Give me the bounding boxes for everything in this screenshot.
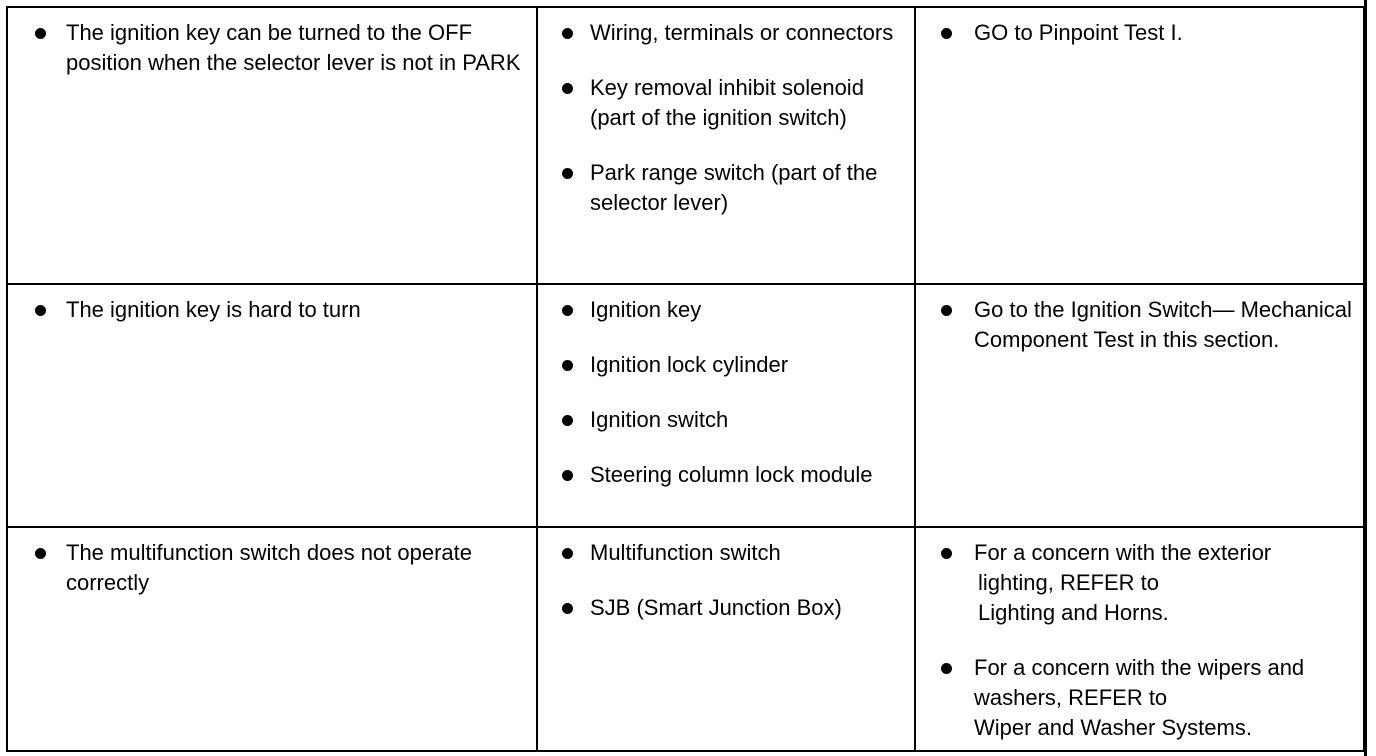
bullet-icon [562,360,573,371]
list-item [8,18,536,78]
bullet-icon [35,548,46,559]
bullet-icon [562,83,573,94]
bullet-icon [941,663,952,674]
list-item [916,653,1363,743]
action-link[interactable]: Wiper and Washer Systems. [974,715,1252,740]
source-text: Ignition lock cylinder [590,352,789,377]
bullet-icon [562,470,573,481]
bullet-icon [562,548,573,559]
bullet-icon [941,28,952,39]
list-item [538,350,914,380]
bullet-icon [562,28,573,39]
action-cell [915,527,1364,751]
condition-text: The ignition key is hard to turn [66,297,361,322]
condition-text: The ignition key can be turned to the OFF position when the selector lever is not in PARK [66,20,521,75]
bullet-icon [941,548,952,559]
table-row [7,284,1364,527]
possible-sources-cell [537,527,915,751]
action-cell [915,7,1364,284]
bullet-icon [562,168,573,179]
source-text: Ignition key [590,297,702,322]
bullet-icon [35,305,46,316]
page-border-rule [1364,0,1367,756]
possible-sources-cell [537,7,915,284]
action-link[interactable]: Lighting and Horns. [978,600,1169,625]
list-item [538,593,914,623]
list-item [916,295,1363,355]
bullet-icon [562,603,573,614]
list-item [538,295,914,325]
source-text: Park range switch (part of the selector lever) [590,160,878,215]
action-text: For a concern with the exterior [974,540,1272,565]
table-row [7,7,1364,284]
action-text: lighting, REFER to [978,570,1159,595]
list-item [538,538,914,568]
source-text: Ignition switch [590,407,729,432]
source-text: Steering column lock module [590,462,873,487]
source-text: Key removal inhibit solenoid (part of the ignition switch) [590,75,864,130]
list-item [538,158,914,218]
action-text: GO to Pinpoint Test I. [974,20,1183,45]
bullet-icon [941,305,952,316]
list-item [8,538,536,598]
list-item [538,460,914,490]
bullet-icon [562,415,573,426]
condition-cell [7,527,537,751]
condition-cell [7,7,537,284]
action-text: Go to the Ignition Switch— Mechanical Component Test in this section. [974,297,1352,352]
list-item [916,18,1363,48]
condition-text: The multifunction switch does not operate correctly [66,540,473,595]
list-item [538,73,914,133]
bullet-icon [35,28,46,39]
action-text: For a concern with the wipers and washers, REFER to [974,655,1305,710]
source-text: Wiring, terminals or connectors [590,20,894,45]
list-item [8,295,536,325]
action-cell [915,284,1364,527]
bullet-icon [562,305,573,316]
symptom-chart-table [6,6,1365,752]
list-item [538,18,914,48]
list-item [916,538,1363,628]
list-item [538,405,914,435]
table-row [7,527,1364,751]
condition-cell [7,284,537,527]
source-text: SJB (Smart Junction Box) [590,595,842,620]
source-text: Multifunction switch [590,540,781,565]
possible-sources-cell [537,284,915,527]
